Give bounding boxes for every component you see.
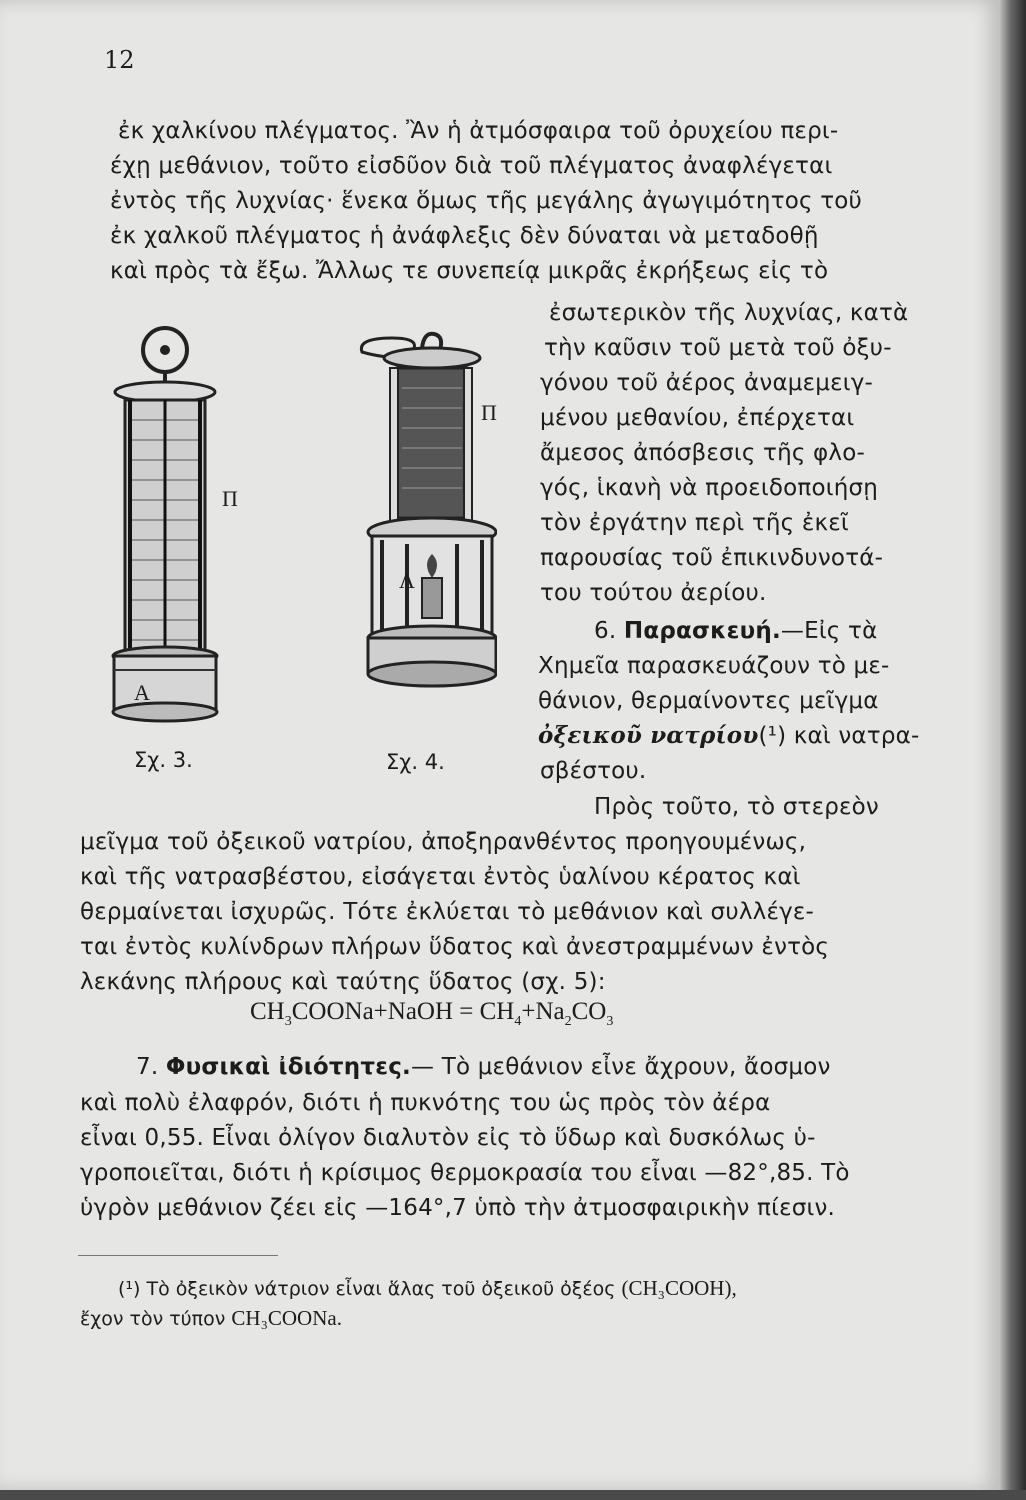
text-line: καὶ τῆς νατρασβέστου, εἰσάγεται ἐντὸς ὑαλίνου κέρατος καὶ bbox=[80, 864, 801, 890]
text-line: ἐκ χαλκοῦ πλέγματος ἡ ἀνάφλεξις δὲν δύναται νὰ μεταδοθῇ bbox=[110, 223, 819, 249]
text-line: εἶναι 0,55. Εἶναι ὀλίγον διαλυτὸν εἰς τὸ ὕδωρ καὶ δυσκόλως ὑ- bbox=[80, 1125, 816, 1151]
text-line: ται ἐντὸς κυλίνδρων πλήρων ὕδατος καὶ ἀνεστραμμένων ἐντὸς bbox=[80, 934, 830, 960]
text-line: θάνιον, θερμαίνοντες μεῖγμα bbox=[538, 688, 879, 714]
figure-4-safety-lamp bbox=[352, 328, 497, 698]
text-line: ἐκ χαλκίνου πλέγματος. Ἂν ἡ ἀτμόσφαιρα τοῦ ὀρυχείου περι- bbox=[118, 118, 839, 144]
text-line: έχῃ μεθάνιον, τοῦτο εἰσδῦον διὰ τοῦ πλέγματος ἀναφλέγεται bbox=[110, 153, 833, 179]
page-bottom-edge bbox=[0, 1490, 1026, 1500]
figure-3-label-pi: Π bbox=[222, 486, 238, 511]
emphasized-term: ὀξεικοῦ νατρίου bbox=[538, 722, 759, 749]
text-line: ἐντὸς τῆς λυχνίας· ἕνεκα ὅμως τῆς μεγάλης ἀγωγιμότητος τοῦ bbox=[110, 188, 863, 214]
section-6-heading-line bbox=[594, 616, 877, 646]
text-line bbox=[538, 721, 920, 751]
text-line: ἐσωτερικὸν τῆς λυχνίας, κατὰ bbox=[549, 300, 909, 326]
text-line: λεκάνης πλήρους καὶ ταύτης ὕδατος (σχ. 5): bbox=[80, 969, 606, 995]
figure-4-caption: Σχ. 4. bbox=[386, 750, 445, 774]
figure-3-davy-lamp bbox=[100, 320, 230, 725]
text-span: — Τὸ μεθάνιον εἶνε ἄχρουν, ἄοσμον bbox=[410, 1054, 831, 1080]
section-title: Παρασκευή. bbox=[623, 618, 781, 644]
equation-part: COONa+NaOH = CH bbox=[291, 998, 515, 1025]
text-line: παρουσίας τοῦ ἐπικινδυνοτά- bbox=[540, 545, 884, 571]
text-line: τὴν καῦσιν τοῦ μετὰ τοῦ ὀξυ- bbox=[544, 335, 892, 361]
figure-3-label-a: Α bbox=[134, 680, 150, 705]
text-line: ὑγρὸν μεθάνιον ζέει εἰς —164°,7 ὑπὸ τὴν ἀτμοσφαιρικὴν πίεσιν. bbox=[80, 1195, 836, 1221]
equation-subscript: 3 bbox=[606, 1014, 614, 1029]
text-line: τὸν ἐργάτην περὶ τῆς ἐκεῖ bbox=[540, 510, 849, 536]
footnote-text: Τὸ ὀξεικὸν νάτριον εἶναι ἅλας τοῦ ὀξεικοῦ ὀξέος bbox=[140, 1278, 622, 1300]
section-number: 7. bbox=[136, 1054, 159, 1080]
equation-subscript: 2 bbox=[564, 1014, 572, 1029]
lamp-illustration bbox=[100, 320, 230, 725]
footnote-formula: CH₃COONa. bbox=[231, 1306, 342, 1330]
text-line: μένου μεθανίου, ἐπέρχεται bbox=[540, 405, 855, 431]
footnote-divider bbox=[78, 1255, 278, 1256]
text-span: —Εἰς τὰ bbox=[780, 618, 878, 644]
lamp-illustration bbox=[352, 328, 497, 698]
text-line: Πρὸς τοῦτο, τὸ στερεὸν bbox=[594, 794, 879, 820]
section-number: 6. bbox=[594, 618, 617, 644]
book-spine-shadow bbox=[1000, 0, 1026, 1500]
footnote-line bbox=[118, 1276, 737, 1301]
text-line: γόνου τοῦ ἀέρος ἀναμεμειγ- bbox=[540, 370, 874, 396]
figure-3-caption: Σχ. 3. bbox=[134, 748, 193, 772]
equation-subscript: 3 bbox=[284, 1014, 292, 1029]
equation-part: +Na bbox=[521, 998, 565, 1025]
text-line: γροποιεῖται, διότι ἡ κρίσιμος θερμοκρασία του εἶναι —82°,85. Τὸ bbox=[80, 1160, 850, 1186]
figure-4-label-lambda: Λ bbox=[399, 568, 415, 593]
text-line: καὶ πολὺ ἐλαφρόν, διότι ἡ πυκνότης του ὡς πρὸς τὸν ἀέρα bbox=[80, 1090, 771, 1116]
text-line: Χημεῖα παρασκευάζουν τὸ με- bbox=[538, 653, 890, 679]
text-line: καὶ πρὸς τὰ ἔξω. Ἄλλως τε συνεπείᾳ μικρᾶς ἐκρήξεως εἰς τὸ bbox=[110, 258, 829, 284]
footnote-reference: (¹) bbox=[758, 723, 787, 749]
footnote-text: ἔχον τὸν τύπον bbox=[80, 1308, 232, 1330]
text-line: ἄμεσος ἀπόσβεσις τῆς φλο- bbox=[540, 440, 866, 466]
text-line: σβέστου. bbox=[540, 758, 647, 784]
footnote-mark: (¹) bbox=[118, 1278, 141, 1300]
section-title: Φυσικαὶ ἰδιότητες. bbox=[165, 1054, 411, 1080]
text-line: μεῖγμα τοῦ ὀξεικοῦ νατρίου, ἀποξηρανθέντος προηγουμένως, bbox=[80, 829, 807, 855]
text-line: θερμαίνεται ἰσχυρῶς. Τότε ἐκλύεται τὸ μεθάνιον καὶ συλλέγε- bbox=[80, 899, 815, 925]
text-line: γός, ἱκανὴ νὰ προειδοποιήσῃ bbox=[540, 475, 879, 501]
equation-part: CO bbox=[571, 998, 607, 1025]
equation-part: CH bbox=[250, 998, 285, 1025]
footnote-line bbox=[80, 1306, 342, 1331]
figure-4-label-pi: Π bbox=[481, 400, 497, 425]
text-line: του τούτου ἀερίου. bbox=[540, 580, 767, 606]
text-span: καὶ νατρα- bbox=[786, 723, 920, 749]
equation-subscript: 4 bbox=[514, 1014, 522, 1029]
chemical-equation bbox=[250, 998, 613, 1030]
section-7-heading-line bbox=[136, 1052, 831, 1082]
footnote-formula: (CH₃COOH), bbox=[621, 1276, 737, 1300]
page-number: 12 bbox=[104, 46, 135, 74]
